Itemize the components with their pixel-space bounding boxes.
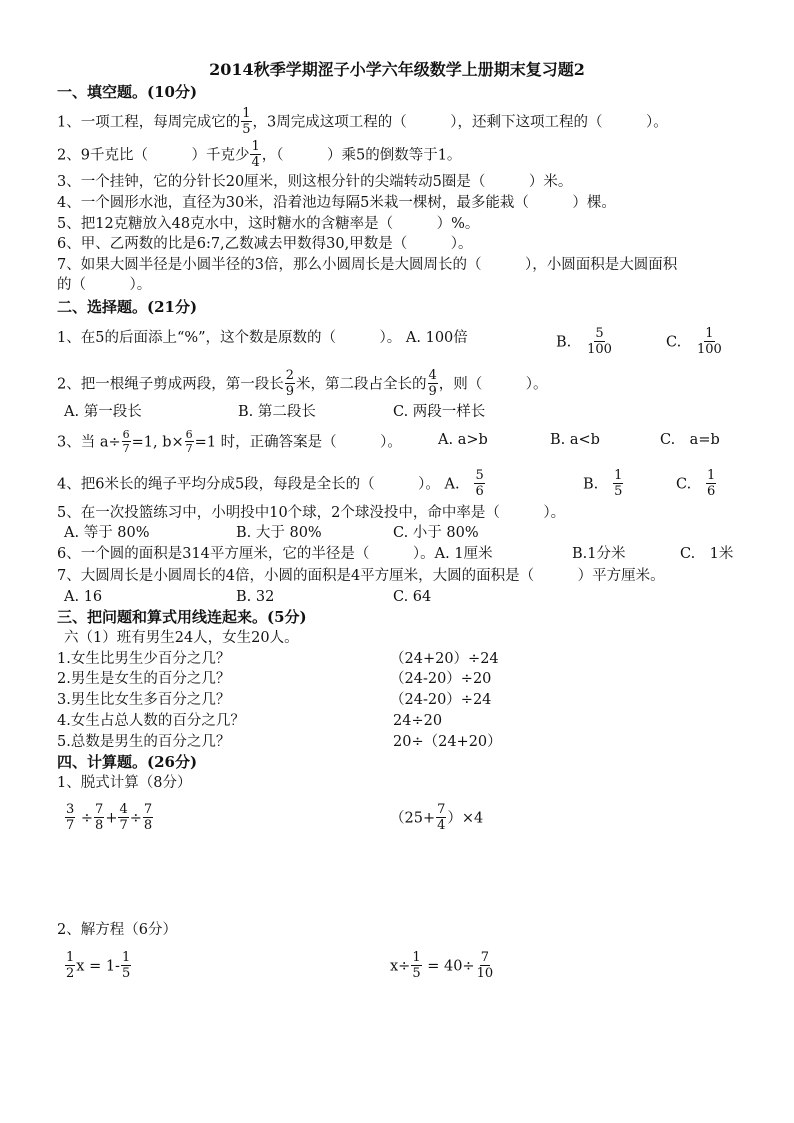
s4-sub-2: 2、解方程（6分）: [57, 922, 177, 938]
s2-q5-option-c: C. 小于 80%: [393, 525, 479, 541]
s1-q2-text-a: 2、9千克比（ ）千克少: [57, 147, 250, 164]
page-title: 2014秋季学期涩子小学六年级数学上册期末复习题2: [209, 60, 585, 79]
fraction: $\frac{1}{5}$: [242, 106, 251, 137]
s2-question-2: 2、把一根绳子剪成两段，第一段长 $\frac{2}{9}$ 米，第二段占全长的 $\frac{4}{9}$ ，则（ ）。: [57, 368, 548, 399]
fraction: $\frac{7}{8}$: [95, 802, 104, 833]
s1-question-4: 4、一个圆形水池，直径为30米，沿着池边每隔5米栽一棵树，最多能栽（ ）棵。: [57, 195, 616, 211]
section-3-heading: 三、把问题和算式用线连起来。(5分): [57, 608, 307, 626]
fraction: $\frac{1}{2}$: [66, 950, 75, 981]
fraction: $\frac{7}{10}$: [476, 950, 494, 981]
s2-q6-option-c: C. 1米: [680, 546, 734, 562]
section-1-heading: 一、填空题。(10分): [57, 83, 198, 101]
s4-sub-1: 1、脱式计算（8分）: [57, 775, 192, 791]
fraction: $\frac{1}{5}$: [121, 950, 131, 981]
s2-question-4: 4、把6米长的绳子平均分成5段，每段是全长的（ ）。 A. $\frac{5}{6}$: [57, 468, 484, 499]
s2-q7-option-a: A. 16: [64, 589, 103, 605]
s1-question-3: 3、一个挂钟，它的分针长20厘米，则这根分针的尖端转动5圈是（ ）米。: [57, 174, 573, 190]
s2-question-6: 6、一个圆的面积是314平方厘米，它的半径是（ ）。A. 1厘米: [57, 546, 493, 562]
s2-q2-option-a: A. 第一段长: [64, 404, 142, 420]
fraction: $\frac{4}{7}$: [119, 802, 128, 833]
s2-q4-option-b: B. $\frac{1}{5}$: [583, 468, 623, 499]
s2-q7-option-b: B. 32: [236, 589, 275, 605]
section-2-heading: 二、选择题。(21分): [57, 298, 198, 316]
s3-intro: 六（1）班有男生24人，女生20人。: [64, 630, 299, 646]
fraction: $\frac{1}{100}$: [697, 326, 722, 357]
fraction: $\frac{5}{100}$: [587, 326, 612, 357]
s2-question-5: 5、在一次投篮练习中，小明投中10个球，2个球没投中，命中率是（ ）。: [57, 505, 566, 521]
s4-equation-2: x÷ $\frac{1}{5}$ = 40÷ $\frac{7}{10}$: [390, 950, 494, 981]
fraction: $\frac{5}{6}$: [475, 468, 484, 499]
s2-q3-option-b: B. a<b: [550, 432, 600, 448]
fraction: $\frac{7}{8}$: [143, 802, 153, 833]
s1-question-1: [57, 108, 668, 137]
s2-q2-option-b: B. 第二段长: [238, 404, 316, 420]
fraction: $\frac{1}{6}$: [707, 468, 716, 499]
fraction: $\frac{1}{5}$: [614, 468, 623, 499]
s2-q5-option-b: B. 大于 80%: [236, 525, 322, 541]
s2-question-1: 1、在5的后面添上“%”，这个数是原数的（ ）。 A. 100倍: [57, 330, 468, 346]
fraction: $\frac{3}{7}$: [66, 802, 75, 833]
s1-question-7b: 的（ ）。: [57, 277, 152, 293]
s1-q2-text-b: ，（ ）乘5的倒数等于1。: [261, 147, 462, 164]
s4-expression-1: $\frac{3}{7}$ ÷ $\frac{7}{8}$ + $\frac{4}{7}$ ÷ $\frac{7}{8}$: [66, 802, 153, 833]
s3-formula-1: （24+20）÷24: [390, 651, 499, 667]
s2-q5-option-a: A. 等于 80%: [64, 525, 150, 541]
s1-question-5: 5、把12克糖放入48克水中，这时糖水的含糖率是（ ）%。: [57, 216, 480, 232]
fraction: $\frac{4}{9}$: [428, 368, 437, 399]
s2-q7-option-c: C. 64: [393, 589, 432, 605]
s1-question-2: [57, 141, 461, 170]
fraction: $\frac{1}{4}$: [251, 139, 260, 170]
s3-formula-5: 20÷（24+20）: [393, 734, 502, 750]
s2-q4-option-c: C. $\frac{1}{6}$: [676, 468, 716, 499]
s2-question-3: 3、当 a÷ $\frac{6}{7}$ =1, b× $\frac{6}{7}$ =1 时，正确答案是（ ）。: [57, 428, 402, 455]
s2-q2-option-c: C. 两段一样长: [393, 404, 486, 420]
s2-q1-option-b: B. $\frac{5}{100}$: [556, 326, 612, 357]
fraction: $\frac{6}{7}$: [185, 428, 193, 455]
s2-q3-option-c: C. a=b: [660, 432, 720, 448]
fraction: $\frac{6}{7}$: [122, 428, 130, 455]
s3-question-1: 1.女生比男生少百分之几？: [57, 651, 231, 667]
s3-formula-2: （24-20）÷20: [390, 671, 492, 687]
section-4-heading: 四、计算题。(26分): [57, 753, 198, 771]
fraction: $\frac{7}{4}$: [437, 802, 446, 833]
s1-q1-text-a: 1、一项工程，每周完成它的: [57, 114, 241, 131]
s2-q3-option-a: A. a>b: [438, 432, 488, 448]
s1-question-7a: 7、如果大圆半径是小圆半径的3倍，那么小圆周长是大圆周长的（ ），小圆面积是大圆面积: [57, 257, 678, 273]
s3-question-4: 4.女生占总人数的百分之几？: [57, 713, 245, 729]
s3-question-3: 3.男生比女生多百分之几？: [57, 692, 231, 708]
fraction: $\frac{2}{9}$: [285, 368, 295, 399]
s4-equation-1: $\frac{1}{2}$ x = 1- $\frac{1}{5}$: [66, 950, 131, 981]
s3-formula-4: 24÷20: [393, 713, 443, 729]
s1-question-6: 6、甲、乙两数的比是6:7,乙数减去甲数得30,甲数是（ ）。: [57, 236, 473, 252]
s3-formula-3: （24-20）÷24: [390, 692, 492, 708]
s4-expression-2: （25+ $\frac{7}{4}$ ）×4: [390, 802, 484, 833]
fraction: $\frac{1}{5}$: [412, 950, 421, 981]
s1-q1-text-b: ，3周完成这项工程的（ ），还剩下这项工程的（ ）。: [252, 114, 668, 131]
s3-question-2: 2.男生是女生的百分之几？: [57, 671, 231, 687]
s2-q1-option-c: C. $\frac{1}{100}$: [666, 326, 722, 357]
s2-question-7: 7、大圆周长是小圆周长的4倍，小圆的面积是4平方厘米，大圆的面积是（ ）平方厘米。: [57, 568, 665, 584]
s2-q6-option-b: B.1分米: [572, 546, 626, 562]
s3-question-5: 5.总数是男生的百分之几？: [57, 734, 231, 750]
